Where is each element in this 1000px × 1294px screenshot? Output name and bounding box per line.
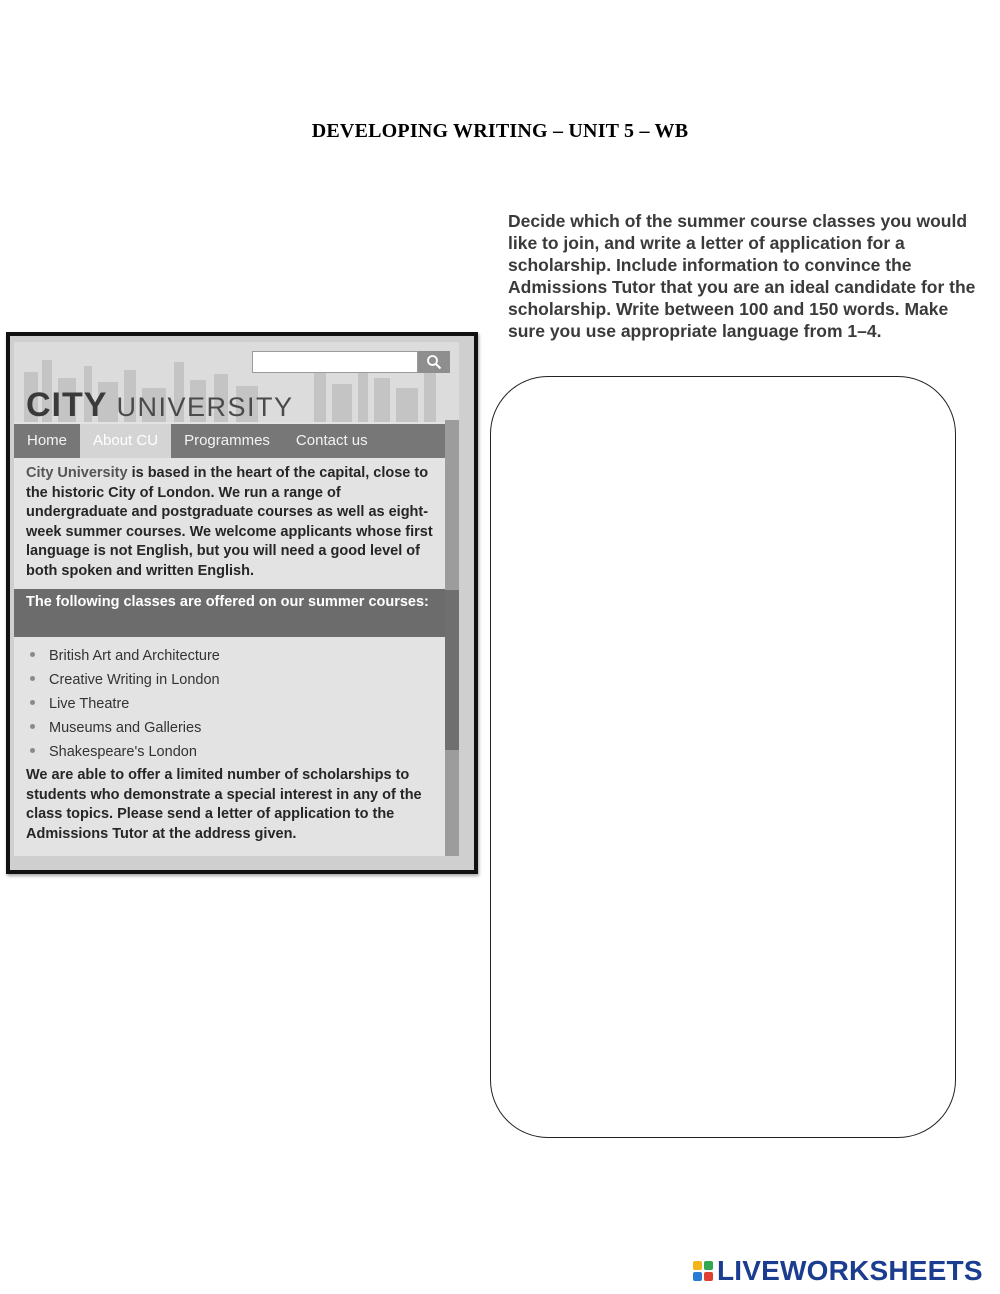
classes-heading: The following classes are offered on our summer courses: [14, 589, 445, 637]
scroll-thumb [445, 590, 459, 750]
city-university-logo: CITY UNIVERSITY [26, 386, 294, 424]
website-content [14, 342, 459, 856]
nav-item-programmes: Programmes [184, 432, 270, 449]
liveworksheets-logo [693, 1256, 983, 1286]
brand-wordmark: LIVEWORKSHEETS [717, 1255, 983, 1286]
search-icon [426, 354, 442, 370]
site-nav [14, 424, 445, 458]
nav-item-about: About CU [80, 424, 171, 458]
nav-item-home: Home [27, 432, 68, 449]
scholarship-paragraph: We are able to offer a limited number of scholarships to students who demonstrate a special interest in any of the class topics. Please send a letter of application to the Admissions Tutor at the address given. [26, 767, 422, 842]
intro-paragraph: City University is based in the heart of the capital, close to the historic City of London. We run a range of undergraduate and postgraduate courses as well as eight-week summer courses. We welcome applicants whose first language is not English, but you will need a good level of both spoken and written English. [26, 465, 433, 579]
task-instructions: Decide which of the summer course classes you would like to join, and write a letter of application for a scholarship. Include information to convince the Admissions Tutor that you are an ideal candidate for the scholarship. Write between 100 and 150 words. Make sure you use appropriate language from 1–4. [508, 211, 976, 341]
list-item: Shakespeare's London [30, 740, 220, 764]
list-item: British Art and Architecture [30, 644, 220, 668]
liveworksheets-logo-icon [693, 1261, 713, 1281]
list-item: Museums and Galleries [30, 716, 220, 740]
course-list [30, 644, 220, 764]
list-item: Creative Writing in London [30, 668, 220, 692]
nav-item-contact: Contact us [295, 432, 368, 449]
site-search-button [418, 351, 450, 373]
page-title: DEVELOPING WRITING – UNIT 5 – WB [311, 120, 689, 142]
site-scrollbar [445, 420, 459, 856]
site-search-input [252, 351, 418, 373]
answer-text-box[interactable] [490, 376, 956, 1138]
list-item: Live Theatre [30, 692, 220, 716]
city-university-website-image [6, 332, 478, 874]
